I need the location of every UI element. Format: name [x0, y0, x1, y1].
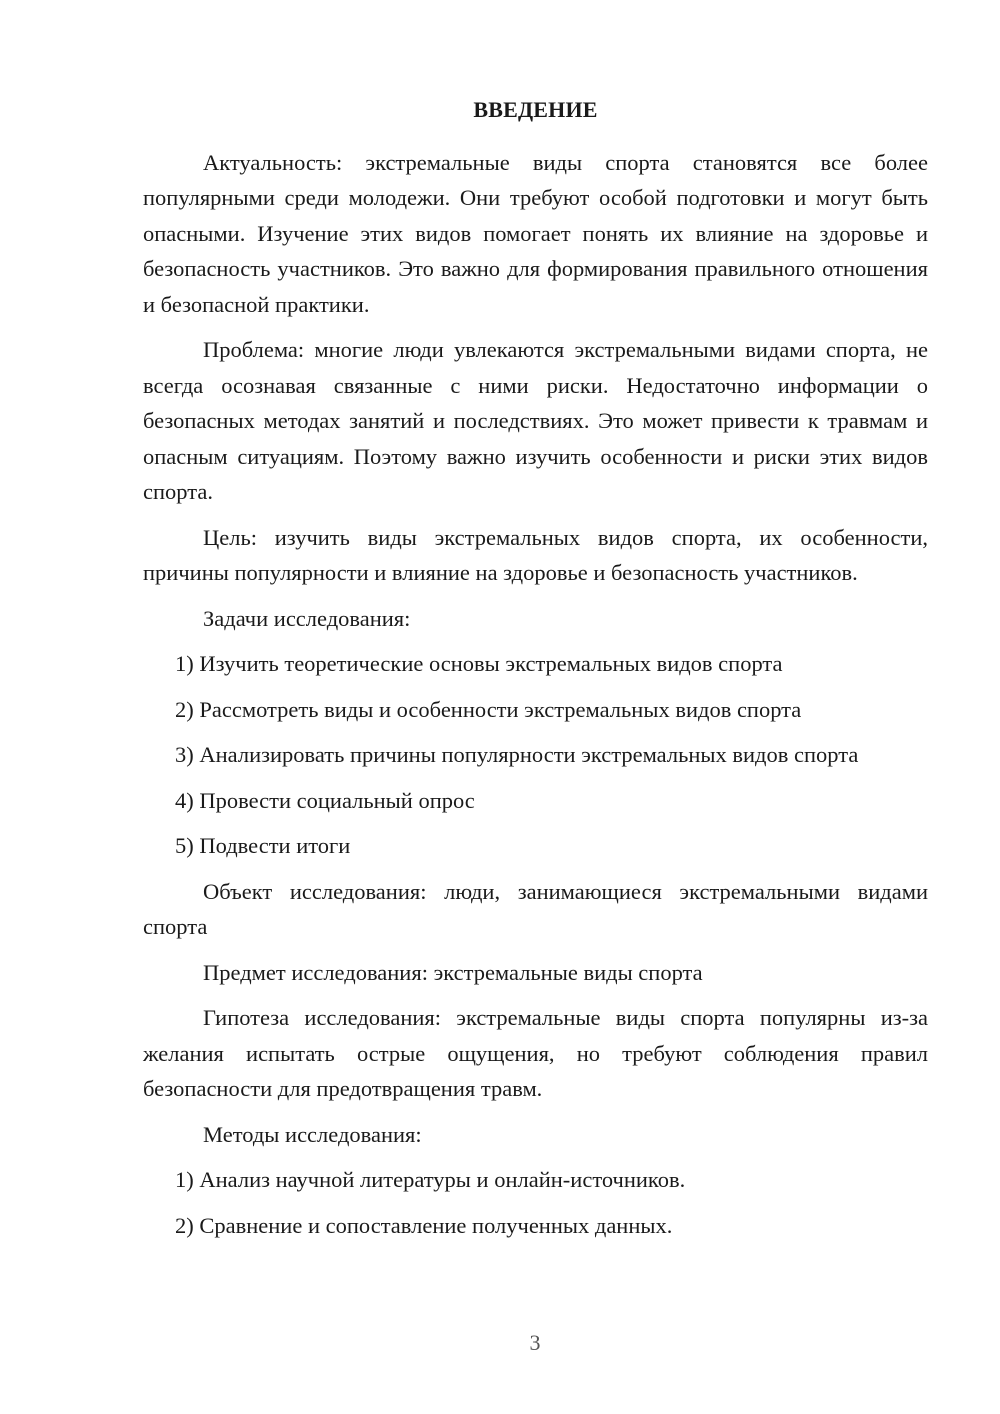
- method-item-1: 1) Анализ научной литературы и онлайн-источников.: [175, 1167, 686, 1192]
- hypothesis-paragraph: Гипотеза исследования: экстремальные виды спорта популярны из-за желания испытать острые ощущения, но требуют соблюдения правил безопасности для предотвращения травм.: [143, 1005, 928, 1101]
- problem-paragraph: Проблема: многие люди увлекаются экстремальными видами спорта, не всегда осознавая связанные с ними риски. Недостаточно информации о безопасных методах занятий и последствиях. Это может привести к травмам и опасным ситуациям. Поэтому важно изучить особенности и риски этих видов спорта.: [143, 337, 928, 504]
- task-item-3: 3) Анализировать причины популярности экстремальных видов спорта: [175, 742, 859, 767]
- subject-paragraph: Предмет исследования: экстремальные виды спорта: [203, 959, 703, 985]
- document-page: [143, 92, 928, 1253]
- task-item-1: 1) Изучить теоретические основы экстремальных видов спорта: [175, 651, 783, 676]
- task-item-2: 2) Рассмотреть виды и особенности экстремальных видов спорта: [175, 696, 802, 722]
- section-title: ВВЕДЕНИЕ: [473, 97, 598, 122]
- methods-heading: Методы исследования:: [203, 1121, 422, 1147]
- task-item-4: 4) Провести социальный опрос: [175, 787, 475, 813]
- tasks-heading: Задачи исследования:: [203, 605, 411, 631]
- method-item-2: 2) Сравнение и сопоставление полученных данных.: [175, 1212, 673, 1238]
- task-item-5: 5) Подвести итоги: [175, 833, 351, 858]
- page-number: 3: [529, 1330, 541, 1355]
- relevance-paragraph: Актуальность: экстремальные виды спорта становятся все более популярными среди молодежи. Они требуют особой подготовки и могут быть опасными. Изучение этих видов помогает понять их влияние на здоровье и безопасность участников. Это важно для формирования правильного отношения и безопасной практики.: [143, 149, 928, 317]
- goal-paragraph: Цель: изучить виды экстремальных видов спорта, их особенности, причины популярности и влияние на здоровье и безопасность участников.: [143, 524, 928, 585]
- object-paragraph: Объект исследования: люди, занимающиеся экстремальными видами спорта: [143, 878, 928, 939]
